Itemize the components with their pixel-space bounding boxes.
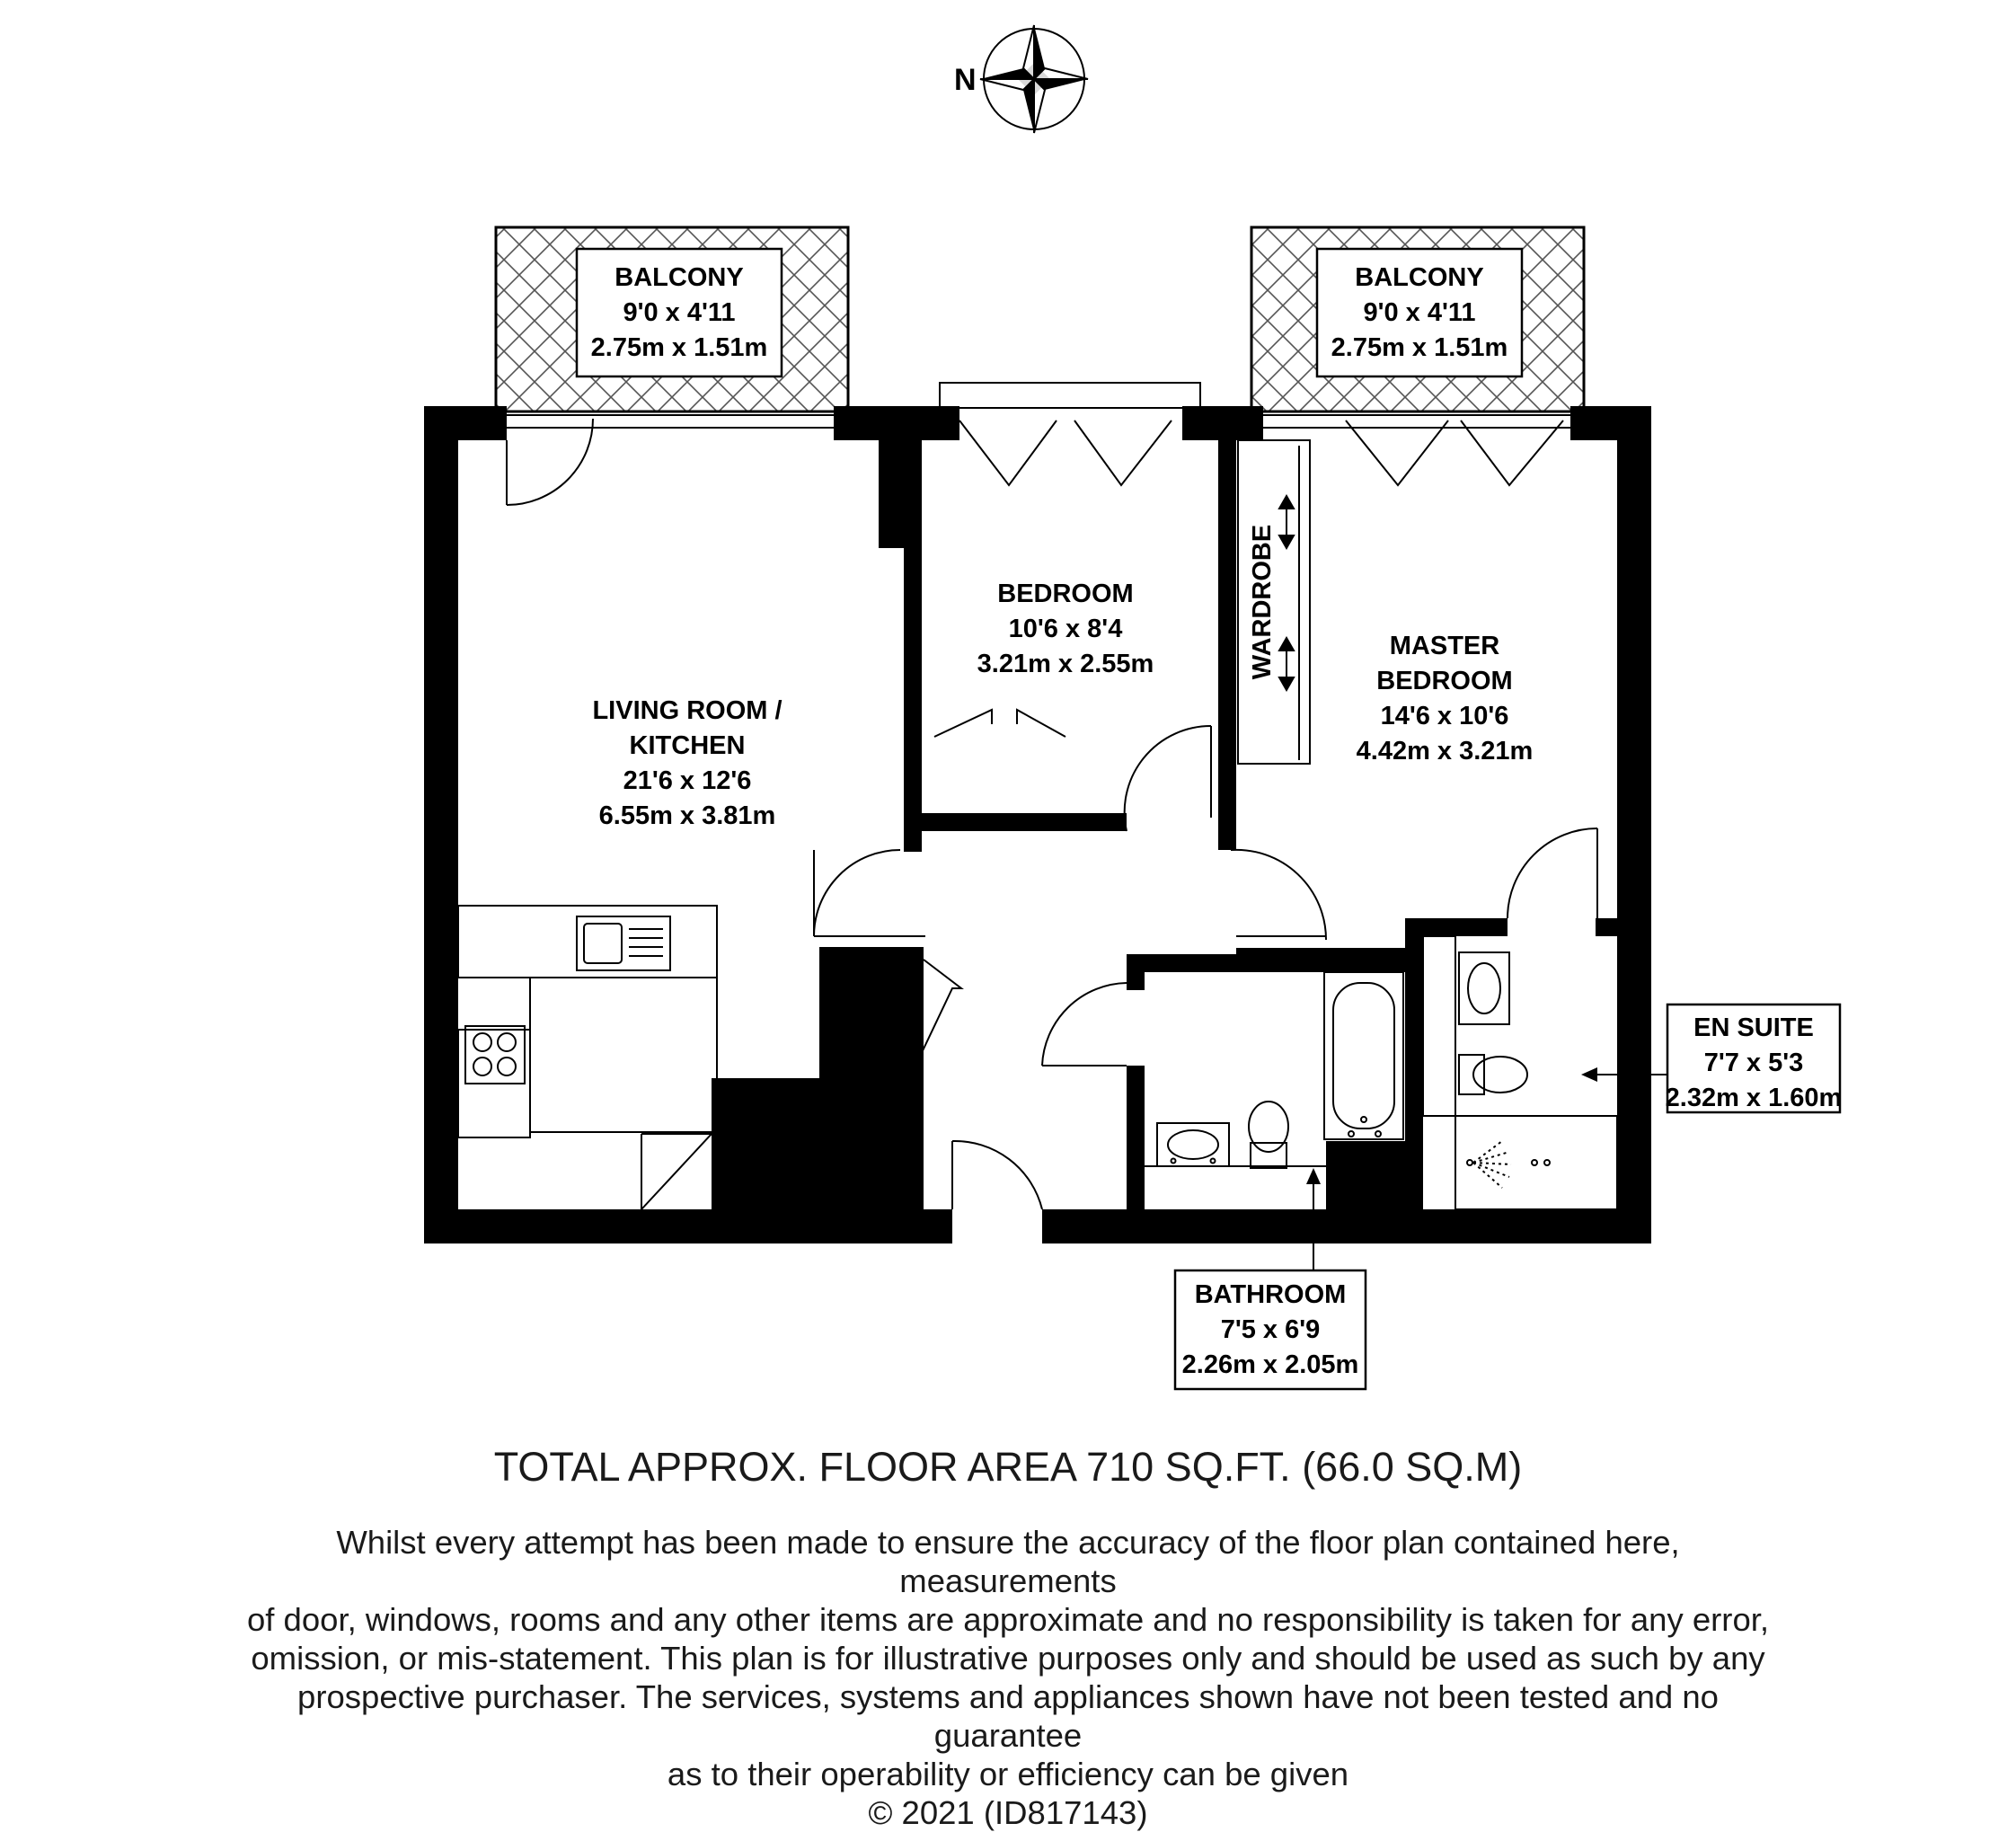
wardrobe-label: WARDROBE <box>1248 524 1277 680</box>
balcony-left-imperial: 9'0 x 4'11 <box>623 298 736 327</box>
bathroom-metric: 2.26m x 2.05m <box>1181 1350 1359 1379</box>
bathroom-toilet-icon <box>1249 1102 1288 1168</box>
compass-north-label: N <box>954 63 977 97</box>
balcony-right <box>1251 227 1584 412</box>
balcony-right-metric: 2.75m x 1.51m <box>1331 333 1508 362</box>
living-metric: 6.55m x 3.81m <box>598 801 776 830</box>
wardrobe <box>1238 440 1310 764</box>
compass-rose-icon <box>980 25 1088 133</box>
master-metric: 4.42m x 3.21m <box>1356 737 1534 766</box>
disclaimer-line: prospective purchaser. The services, systems and appliances shown have not been tested and no guarantee <box>297 1678 1719 1754</box>
balcony-left-name: BALCONY <box>615 263 744 292</box>
en-suite-metric: 2.32m x 1.60m <box>1665 1084 1843 1112</box>
wardrobe-slide-arrow-icon <box>1279 638 1294 690</box>
bedroom-imperial: 10'6 x 8'4 <box>1008 615 1123 643</box>
total-floor-area: TOTAL APPROX. FLOOR AREA 710 SQ.FT. (66.0 SQ.M) <box>493 1444 1523 1490</box>
hob-icon <box>465 1026 525 1084</box>
compass <box>954 25 1088 133</box>
shower-icon <box>1467 1141 1550 1188</box>
balcony-left-metric: 2.75m x 1.51m <box>590 333 768 362</box>
disclaimer-line: Whilst every attempt has been made to ensure the accuracy of the floor plan contained here, measurements <box>336 1524 1680 1599</box>
bedroom-metric: 3.21m x 2.55m <box>977 650 1154 678</box>
balcony-right-name: BALCONY <box>1355 263 1484 292</box>
disclaimer <box>234 1523 1782 1832</box>
balcony-right-imperial: 9'0 x 4'11 <box>1363 298 1476 327</box>
sink-icon <box>577 916 670 970</box>
copyright: © 2021 (ID817143) <box>868 1794 1148 1831</box>
bathroom-basin-icon <box>1157 1123 1229 1166</box>
balcony-left <box>496 227 848 412</box>
callout-arrow-icon <box>1306 1168 1321 1184</box>
en-suite-basin-icon <box>1459 952 1509 1024</box>
disclaimer-line: omission, or mis-statement. This plan is for illustrative purposes only and should be used as such by any <box>251 1640 1765 1677</box>
bathroom-imperial: 7'5 x 6'9 <box>1220 1315 1321 1344</box>
callout-arrow-icon <box>1581 1067 1597 1082</box>
en-suite-name: EN SUITE <box>1693 1013 1814 1042</box>
kitchen-units <box>458 906 717 1209</box>
bathroom-name: BATHROOM <box>1194 1280 1347 1309</box>
bedroom-name: BEDROOM <box>997 580 1134 608</box>
bathroom-fittings <box>1145 972 1403 1168</box>
disclaimer-line: of door, windows, rooms and any other items are approximate and no responsibility is taken for any error, <box>246 1601 1770 1638</box>
wardrobe-slide-arrow-icon <box>1279 496 1294 548</box>
living-name-line2: KITCHEN <box>629 731 746 760</box>
room-labels <box>592 580 1533 830</box>
living-imperial: 21'6 x 12'6 <box>623 766 752 795</box>
master-name-line2: BEDROOM <box>1376 667 1513 695</box>
en-suite-imperial: 7'7 x 5'3 <box>1703 1049 1804 1077</box>
disclaimer-line: as to their operability or efficiency can be given <box>667 1756 1349 1792</box>
master-name-line1: MASTER <box>1389 632 1500 660</box>
en-suite-toilet-icon <box>1459 1055 1527 1094</box>
living-name-line1: LIVING ROOM / <box>592 696 783 725</box>
master-imperial: 14'6 x 10'6 <box>1380 702 1509 730</box>
